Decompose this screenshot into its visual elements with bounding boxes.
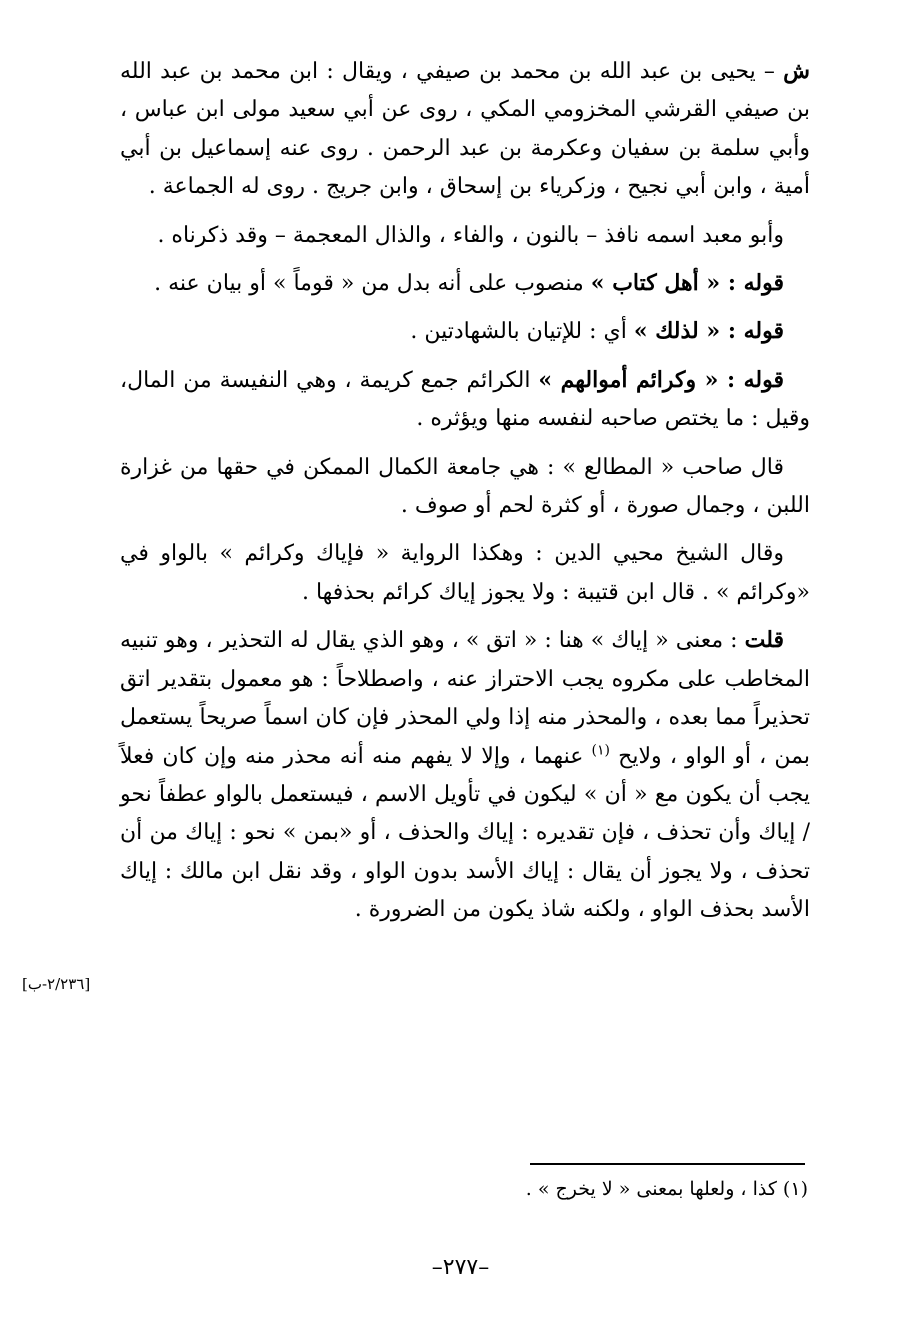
paragraph-8-lead: قلت (744, 627, 784, 654)
paragraph-3-text: منصوب على أنه بدل من « قوماً » أو بيان عنه . (154, 271, 591, 297)
paragraph-4-text: أي : للإتيان بالشهادتين . (410, 319, 634, 345)
paragraph-5-text: الكرائم جمع كريمة ، وهي النفيسة من المال، وقيل : ما يختص صاحبه لنفسه منها ويؤثره . (120, 367, 810, 432)
paragraph-8-text-b: عنهما ، وإلا لا يفهم منه أنه محذر منه وإن كان فعلاً يجب أن يكون مع « أن » ليكون في تأويل الاسم ، فيستعمل بالواو عطفاً نحو / إياك وأن تحذف ، فإن تقديره : إياك والحذف ، أو «بمن » نحو : إياك من أن تحذف ، ولا يجوز أن يقال : إياك الأسد بدون الواو ، وقد نقل ابن مالك : إياك الأسد بحذف الواو ، ولكنه شاذ يكون من الضرورة . (120, 743, 810, 923)
paragraph-1-text: – يحيى بن عبد الله بن محمد بن صيفي ، ويقال : ابن محمد بن عبد الله بن صيفي القرشي المخزومي المكي ، روى عن أبي سعيد مولى ابن عباس ، وأبي سلمة بن سفيان وعكرمة بن عبد الرحمن . روى عنه إسماعيل بن أبي أمية ، وابن أبي نجيح ، وزكرياء بن إسحاق ، وابن جريج . روى له الجماعة . (120, 59, 810, 200)
main-text (120, 52, 810, 939)
paragraph-7 (120, 534, 810, 612)
paragraph-4 (120, 312, 810, 351)
footnote-divider (530, 1163, 805, 1165)
paragraph-8 (120, 621, 810, 929)
page-number: –٢٧٧– (431, 1255, 490, 1280)
paragraph-2-text: وأبو معبد اسمه نافذ – بالنون ، والفاء ، والذال المعجمة – وقد ذكرناه . (157, 222, 784, 248)
paragraph-5-lead: قوله : « وكرائم أموالهم » (538, 366, 784, 393)
footnote-marker: (١) (591, 742, 610, 759)
paragraph-8-text-a: : معنى « إياك » هنا : « اتق » ، وهو الذي يقال له التحذير ، وهو تنبيه المخاطب على مكروه يجب الاحتراز عنه ، واصطلاحاً : هو معمول بتقدير اتق تحذيراً مما بعده ، والمحذر منه إذا ولي المحذر فإن كان اسماً صريحاً يستعمل بمن ، أو الواو ، ولايح (120, 628, 810, 769)
paragraph-5 (120, 361, 810, 439)
manuscript-folio-note: [٢/٢٣٦-ب] (22, 975, 91, 993)
paragraph-3 (120, 264, 810, 303)
paragraph-1 (120, 52, 810, 207)
footnote: (١) كذا ، ولعلها بمعنى « لا يخرج » . (525, 1178, 808, 1200)
paragraph-6-text: قال صاحب « المطالع » : هي جامعة الكمال الممكن في حقها من غزارة اللبن ، وجمال صورة ، أو كثرة لحم أو صوف . (120, 454, 810, 519)
paragraph-7-text: وقال الشيخ محيي الدين : وهكذا الرواية « فإياك وكرائم » بالواو في «وكرائم » . قال ابن قتيبة : ولا يجوز إياك كرائم بحذفها . (120, 541, 810, 605)
paragraph-2 (120, 216, 810, 255)
paragraph-1-lead: ش (783, 58, 810, 84)
paragraph-3-lead: قوله : « أهل كتاب » (590, 270, 784, 297)
paragraph-4-lead: قوله : « لذلك » (633, 318, 784, 345)
paragraph-6 (120, 448, 810, 526)
